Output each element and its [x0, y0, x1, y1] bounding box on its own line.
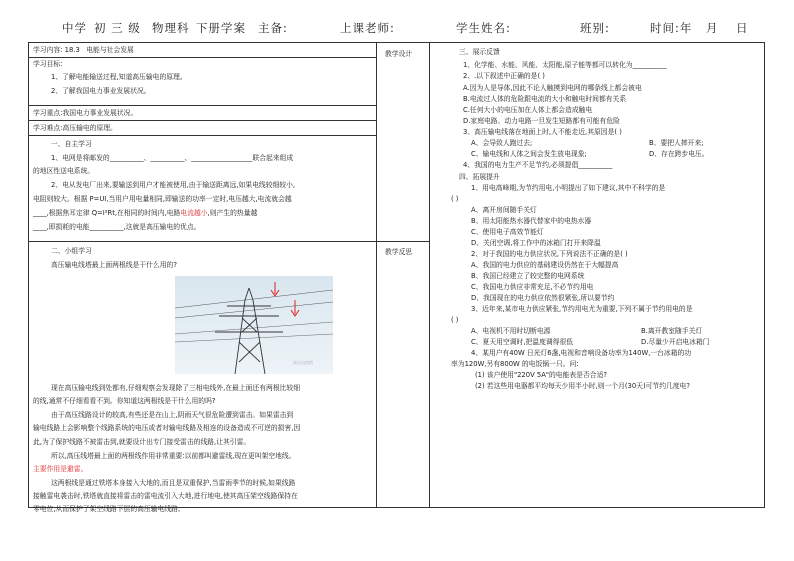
question: 3、高压输电线落在地面上时,人不能走近,其原因是( )	[463, 128, 622, 136]
header-grade: 初 三 级	[94, 21, 141, 35]
column-divider	[376, 43, 377, 507]
option: A.因为人是导体,因此不论人触摸到电网的哪条线上都会被电	[463, 84, 642, 92]
option: C、输电线和人体之间会发生放电现象;	[471, 150, 587, 158]
option: C.任何大小的电压加在人体上都会造成触电	[463, 106, 593, 114]
group-study-title: 二、小组学习	[51, 247, 92, 255]
question: 率为120W,另有800W 的电饭锅一只。问:	[451, 360, 579, 368]
option: A、会导致人跑过去;	[471, 139, 533, 147]
option: A、电视机不用时切断电源	[471, 327, 551, 335]
group-question: 高压输电线塔最上面两根线是干什么用的?	[51, 261, 177, 269]
option: B、要把人摔开来;	[649, 139, 704, 147]
teaching-reflection-label: 教学反思	[385, 248, 413, 256]
option: D、存在跨步电压。	[649, 150, 709, 158]
answer-paren: ( )	[451, 316, 459, 324]
paragraph-line: 由于高压线路设计的较高,有些还是在山上,阴雨天气很危险遭到雷击。如果雷击到	[51, 411, 294, 419]
option: C、夏天用空调时,把温度调得很低	[471, 338, 574, 346]
option: B.离开教室随手关灯	[641, 327, 703, 335]
row-divider	[376, 241, 429, 242]
option: D.尽量少开启电冰箱门	[641, 338, 710, 346]
paragraph-line: 此,为了保护线路不被雷击到,就要设计出专门接受雷击的线路,让其引雷。	[33, 438, 251, 446]
teaching-design-label: 教学设计	[385, 50, 413, 58]
question: 4、某用户有40W 日光灯6盏,电视和音响设备功率为140W,一台冰箱的功	[471, 349, 692, 357]
row-divider	[29, 105, 376, 106]
header-doc-type: 下册学案	[196, 21, 246, 35]
option: B、用太阳能热水器代替家中的电热水器	[471, 217, 592, 225]
question: 2、对于我国的电力供应状况,下列说法不正确的是( )	[471, 250, 628, 258]
option: B、我国已经建立了较完整的电网系统	[471, 272, 585, 280]
key-point: 学习重点:我国电力事业发展状况。	[33, 109, 138, 117]
paragraph-line: 零电位,从而保护了架空线路下层的高压输电线路。	[33, 505, 185, 513]
option: D、我国现在的电力供应依然很紧张,所以要节约	[471, 294, 615, 302]
self-study-line: 的地区性送电系统。	[33, 167, 95, 175]
paragraph-line: 所以,高压线塔最上面的两根线作用非常重要:以前都叫避雷线,现在更叫架空地线。	[51, 452, 296, 460]
paragraph-line: 输电线路上会影响整个线路系统的电压或者对输电线路及相连的设备造成不可逆的损害,因	[33, 424, 301, 432]
header-preparer: 主备:	[258, 21, 288, 35]
extension-title: 四、拓展提升	[459, 173, 500, 181]
goal-item: 1、了解电能输送过程,知道高压输电的原理。	[51, 73, 187, 81]
document-header	[0, 0, 794, 40]
goals-title: 学习目标:	[33, 60, 63, 68]
self-study-line: 2、电从发电厂出来,要输送到用户才能被使用,由于输送距离远,如果电线较细较小,	[51, 181, 296, 189]
question: 1、化学能、水能、风能、太阳能,原子能等都可以转化为__________	[463, 61, 667, 69]
paragraph-line: 现在高压输电线到处都有,仔细观察会发现除了三相电线外,在最上面还有两根比较细	[51, 384, 301, 392]
goal-item: 2、了解我国电力事业发展状况。	[51, 87, 151, 95]
highlight-text: 电流越小	[180, 209, 208, 217]
option: A、我国的电力供应的基础建设仍然在于大幅提高	[471, 261, 619, 269]
row-divider	[29, 120, 376, 121]
header-subject: 物理科	[152, 21, 190, 35]
row-divider	[29, 135, 376, 136]
header-time: 时间:年	[650, 21, 693, 35]
paragraph-line: 接触雷电袭击时,铁塔就直接将雷击的雷电流引入大地,进行地电,使其高压架空线路保持在	[33, 492, 298, 500]
paragraph-line: 的线,通常不仔细看看不到。你知道这两根线是干什么用的吗?	[33, 397, 216, 405]
main-role-text: 主要作用是避雷。	[33, 465, 88, 473]
question: 2、.以下叙述中正确的是( )	[463, 72, 545, 80]
option: C、使用电子高效节能灯	[471, 228, 544, 236]
header-student: 学生姓名:	[456, 21, 511, 35]
self-study-title: 一、自主学习	[51, 140, 92, 148]
feedback-title: 三、展示反馈	[459, 48, 500, 56]
header-month: 月	[706, 21, 719, 35]
difficult-point: 学习难点:高压输电的原理。	[33, 124, 117, 132]
header-school: 中学	[62, 21, 87, 35]
question: 4、我国的电力生产不足节约,必须提倡__________	[463, 161, 613, 169]
question: 3、近年来,某市电力供应紧张,节约用电尤为重要,下列不属于节约用电的是	[471, 305, 693, 313]
self-study-line: 电阻则较大。根据 P=UI,当用户用电量相同,即输送的功率一定时,电压越大,电流就会越	[33, 195, 292, 203]
question: 1、用电高峰期,为节约用电,小明提出了如下建议,其中不科学的是	[471, 184, 666, 192]
header-teacher: 上课老师:	[340, 21, 395, 35]
self-study-line: ____,根据焦耳定律 Q=I²Rt,在相同的时间内,电路电流越小,则产生的热量越	[33, 209, 258, 217]
answer-paren: ( )	[451, 195, 459, 203]
paragraph-line: 这两根线是通过铁塔本身接入大地的,而且是双重保护,当雷雨季节的时候,如果线路	[51, 479, 296, 487]
power-tower-photo	[175, 276, 333, 374]
header-day: 日	[736, 21, 749, 35]
option: D、关闭空调,将工作中的冰箱门打开来降温	[471, 239, 601, 247]
option: A、离开房间随手关灯	[471, 206, 537, 214]
self-study-line: 1、电网是将邮发的__________、__________、__________________联合起来组成	[51, 154, 294, 162]
self-study-line: ____,即损耗的电能__________,这就是高压输电的优点。	[33, 223, 201, 231]
photo-watermark: 高压电线塔	[293, 360, 313, 365]
content-label: 学习内容: 18.3 电能与社会发展	[33, 46, 134, 54]
option: D.家庭电路、动力电路一旦发生短路都有可能有危险	[463, 117, 620, 125]
sub-question: (1) 该户使用"220V 5A"的电能表是否合适?	[475, 371, 607, 379]
column-divider	[429, 43, 430, 507]
header-class: 班别:	[580, 21, 610, 35]
sub-question: (2) 若这些用电器都平均每天少用半小时,则一个月(30天)可节约几度电?	[475, 382, 691, 390]
worksheet-table	[28, 42, 765, 513]
option: C、我国电力供应非常充足,不必节约用电	[471, 283, 594, 291]
option: B.电流过人体的危险跟电流的大小和触电时间都有关系	[463, 95, 627, 103]
row-divider	[29, 57, 376, 58]
row-divider	[29, 241, 376, 242]
